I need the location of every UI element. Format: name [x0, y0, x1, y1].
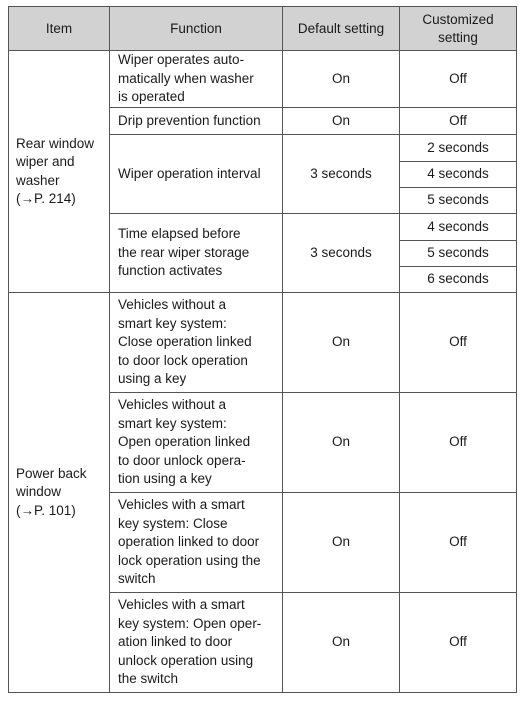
- header-item: Item: [9, 7, 110, 51]
- function-cell: Drip prevention function: [110, 108, 283, 135]
- default-cell: 3 seconds: [283, 135, 400, 214]
- customized-cell: 4 seconds: [400, 214, 517, 241]
- customized-cell: Off: [400, 393, 517, 493]
- table-header-row: [9, 7, 517, 51]
- function-cell: Vehicles with a smart key system: Open oper- ation linked to door unlock operation using the switch: [110, 593, 283, 693]
- customized-cell: Off: [400, 293, 517, 393]
- table-row: [9, 51, 517, 108]
- customized-cell: Off: [400, 593, 517, 693]
- settings-table: [8, 6, 517, 693]
- default-cell: On: [283, 51, 400, 108]
- default-cell: On: [283, 108, 400, 135]
- function-cell: Vehicles with a smart key system: Close operation linked to door lock operation using the switch: [110, 493, 283, 593]
- customized-cell: Off: [400, 108, 517, 135]
- customized-cell: 4 seconds: [400, 162, 517, 188]
- function-cell: Vehicles without a smart key system: Close operation linked to door lock operation using a key: [110, 293, 283, 393]
- function-cell: Time elapsed before the rear wiper storage function activates: [110, 214, 283, 293]
- header-function: Function: [110, 7, 283, 51]
- item-rear-window-wiper: [9, 51, 110, 293]
- customized-cell: 5 seconds: [400, 241, 517, 267]
- default-cell: On: [283, 593, 400, 693]
- function-cell: Wiper operation interval: [110, 135, 283, 214]
- customized-cell: 2 seconds: [400, 135, 517, 162]
- customized-cell: 5 seconds: [400, 188, 517, 214]
- item-label: Power back window (→P. 101): [16, 465, 87, 518]
- function-cell: Wiper operates auto- matically when washer is operated: [110, 51, 283, 108]
- default-cell: On: [283, 493, 400, 593]
- default-cell: On: [283, 293, 400, 393]
- customized-cell: 6 seconds: [400, 267, 517, 293]
- item-label: Rear window wiper and washer (→P. 214): [16, 135, 95, 206]
- customized-cell: Off: [400, 493, 517, 593]
- header-customized-setting: Customized setting: [400, 7, 517, 51]
- item-power-back-window: [9, 293, 110, 693]
- function-cell: Vehicles without a smart key system: Open operation linked to door unlock opera- tion using a key: [110, 393, 283, 493]
- default-cell: On: [283, 393, 400, 493]
- table-row: [9, 293, 517, 393]
- header-default-setting: Default setting: [283, 7, 400, 51]
- default-cell: 3 seconds: [283, 214, 400, 293]
- customized-cell: Off: [400, 51, 517, 108]
